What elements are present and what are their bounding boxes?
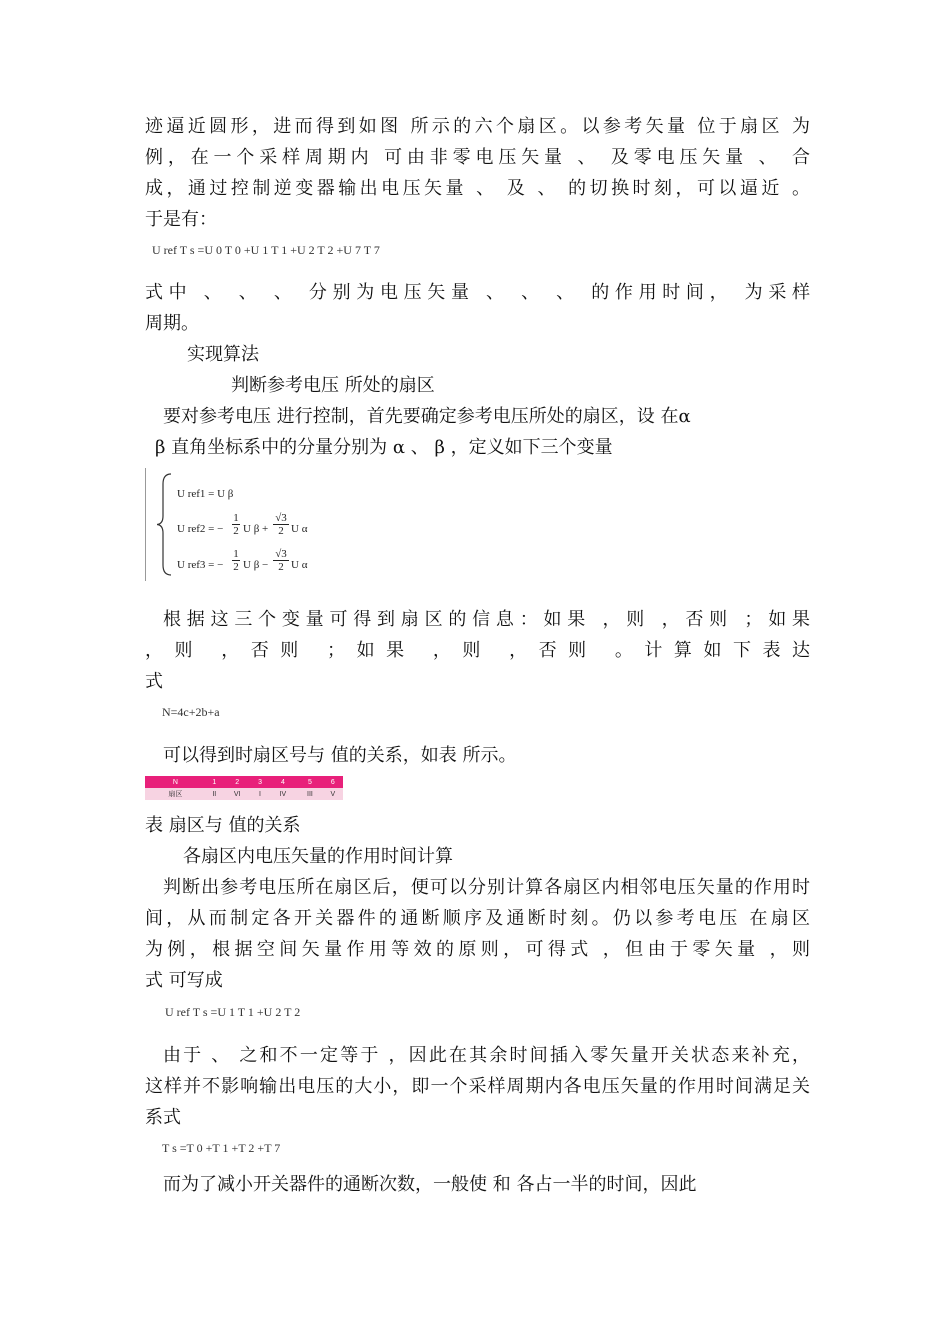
table-cell: III (297, 788, 322, 800)
table-cell: 2 (223, 776, 252, 788)
equation-voltage-sum: U ref T s =U 0 T 0 +U 1 T 1 +U 2 T 2 +U 7 T 7 (152, 243, 380, 257)
table-cell: I (252, 788, 269, 800)
table-cell: 1 (206, 776, 223, 788)
paragraph-line: 这样并不影响输出电压的大小，即一个采样周期内各电压矢量的作用时间满足关 (145, 1076, 810, 1097)
formula-system: U ref1 = U β U ref2 = − 1 2 U β + √3 2 U α U ref3 = − 1 2 U β − √3 2 U α (143, 466, 323, 583)
paragraph-line: β 直角坐标系中的分量分别为 α 、 β ，定义如下三个变量 (155, 437, 613, 458)
paragraph-line: 式 可写成 (145, 970, 223, 991)
paragraph-line: 间，从而制定各开关器件的通断顺序及通断时刻。仍以参考电压 在扇区 (145, 908, 810, 929)
table-cell: II (206, 788, 223, 800)
equation-voltage-pair: U ref T s =U 1 T 1 +U 2 T 2 (165, 1005, 301, 1019)
table-cell: 6 (323, 776, 343, 788)
paragraph-line: ，则 ，否则 ；如果 ，则 ，否则 。计算如下表达 (145, 640, 810, 661)
paragraph-line: 为例，根据空间矢量作用等效的原则，可得式 ，但由于零矢量 ，则 (145, 939, 810, 960)
left-brace-icon (157, 466, 177, 583)
paragraph-line: 周期。 (145, 313, 199, 334)
paragraph-line: 可以得到时扇区号与 值的关系，如表 所示。 (163, 745, 517, 766)
table-cell: N (145, 776, 206, 788)
table-cell: 3 (252, 776, 269, 788)
table-cell: 5 (297, 776, 322, 788)
paragraph-line: 系式 (145, 1107, 181, 1128)
formula-row-1: U ref1 = U β (177, 488, 234, 500)
paragraph-line: 式 (145, 671, 163, 692)
paragraph-line: 由于 、 之和不一定等于 ，因此在其余时间插入零矢量开关状态来补充， (163, 1045, 810, 1066)
equation-sector-number: N=4c+2b+a (162, 705, 220, 719)
table-caption: 表 扇区与 值的关系 (145, 815, 301, 836)
table-cell: V (323, 788, 343, 800)
table-cell: 4 (269, 776, 298, 788)
paragraph-line: 判断出参考电压所在扇区后，便可以分别计算各扇区内相邻电压矢量的作用时 (163, 877, 810, 898)
paragraph-line: 而为了减小开关器件的通断次数，一般使 和 各占一半的时间，因此 (163, 1174, 697, 1195)
subsection-heading: 各扇区内电压矢量的作用时间计算 (183, 846, 453, 867)
table-cell: 扇区 (145, 788, 206, 800)
table-cell: IV (269, 788, 298, 800)
section-heading: 实现算法 (187, 344, 259, 365)
paragraph-line: 根据这三个变量可得到扇区的信息：如果 ，则 ，否则 ；如果 (163, 609, 810, 630)
paragraph-line: 式中 、 、 、 分别为电压矢量 、 、 、 的作用时间， 为采样 (145, 282, 810, 303)
paragraph-line: 例，在一个采样周期内 可由非零电压矢量 、 及零电压矢量 、 合 (145, 147, 810, 168)
paragraph-line: 于是有： (145, 209, 217, 230)
paragraph-line: 成，通过控制逆变器输出电压矢量 、 及 、 的切换时刻，可以逼近 。 (145, 178, 810, 199)
equation-time-sum: T s =T 0 +T 1 +T 2 +T 7 (162, 1141, 281, 1155)
table-header-row (145, 776, 343, 788)
paragraph-line: 迹逼近圆形，进而得到如图 所示的六个扇区。以参考矢量 位于扇区 为 (145, 116, 810, 137)
paragraph-line: 要对参考电压 进行控制，首先要确定参考电压所处的扇区，设 在α (163, 406, 691, 427)
table-cell: VI (223, 788, 252, 800)
subsection-heading: 判断参考电压 所处的扇区 (231, 375, 435, 396)
sector-table (145, 776, 343, 800)
formula-margin-line (145, 468, 146, 581)
table-row (145, 788, 343, 800)
